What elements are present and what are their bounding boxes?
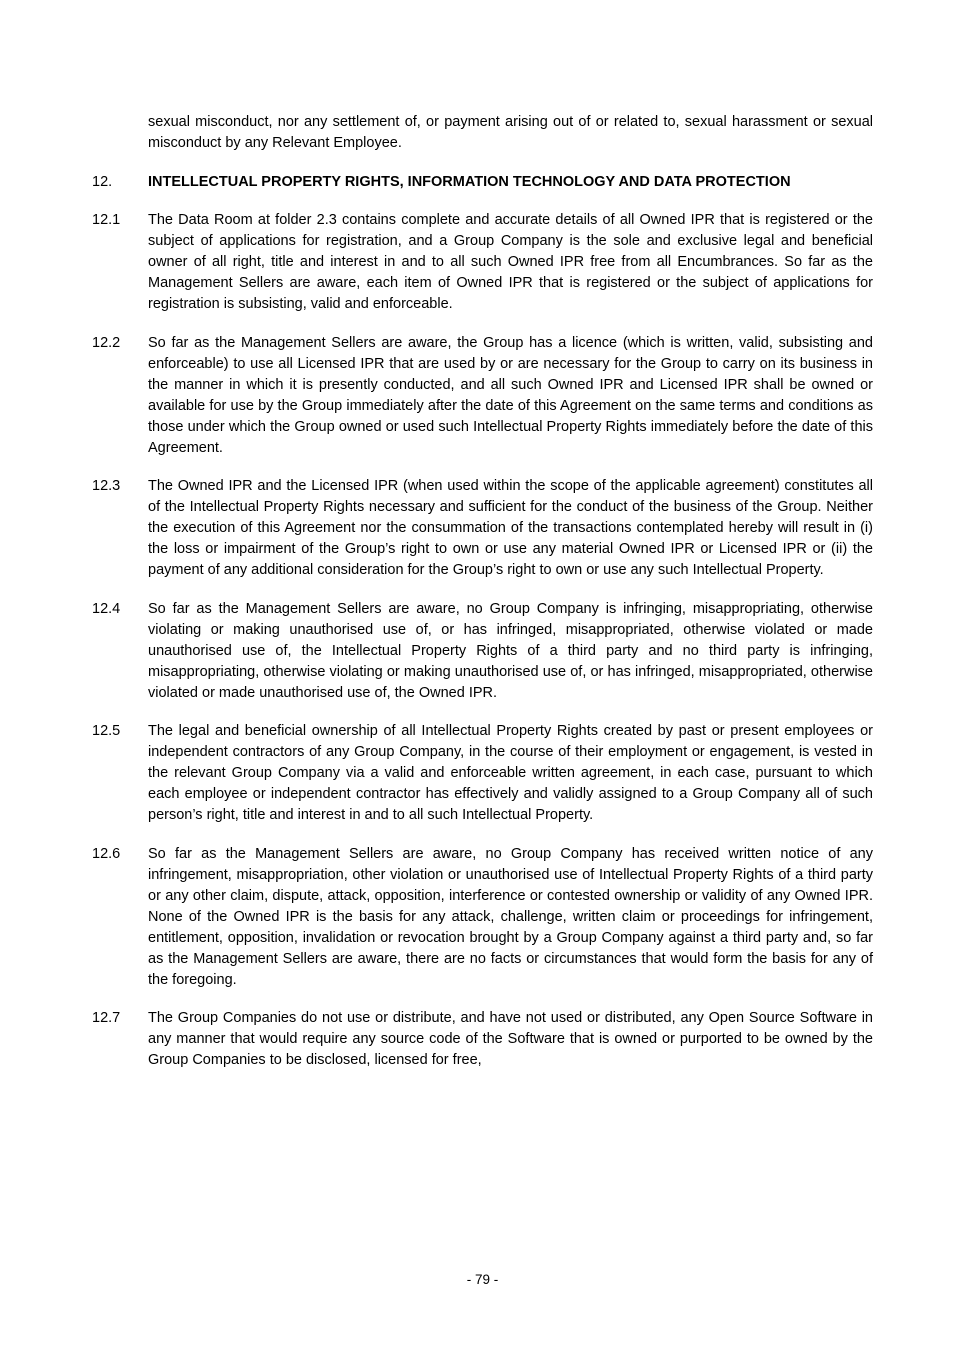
clause-number: 12.6 bbox=[92, 845, 121, 862]
clause-number: 12.3 bbox=[92, 478, 121, 494]
paragraph-continuation: sexual misconduct, nor any settlement of, or payment arising out of or related to, sexual harassment or sexual misconduct by any Relevant Employee. bbox=[148, 114, 873, 151]
clause-12-2 bbox=[92, 333, 873, 459]
clause-text: So far as the Management Sellers are aware, the Group has a licence (which is written, valid, subsisting and enforceable) to use all Licensed IPR that are used by or are necessary for the Group to carry on its business in the manner in which it is presently conducted, and all such Owned IPR and Licensed IPR shall be owned or available for use by the Group immediately after the date of this Agreement on the same terms and conditions as those under which the Group owned or used such Intellectual Property Rights immediately before the date of this Agreement. bbox=[148, 334, 873, 456]
clause-number: 12.7 bbox=[92, 1010, 121, 1026]
clause-number: 12.2 bbox=[92, 334, 121, 351]
clause-12-7 bbox=[92, 1008, 873, 1071]
clause-text: So far as the Management Sellers are aware, no Group Company has received written notice of any infringement, misappropriation, other violation or unauthorised use of Intellectual Property Rights of a third party or any other claim, dispute, attack, opposition, interference or contested ownership or validity of any Owned IPR. None of the Owned IPR is the basis for any attack, challenge, written claim or proceedings for infringement, entitlement, opposition, invalidation or revocation brought by a Group Company against a third party and, so far as the Management Sellers are aware, there are no facts or circumstances that would form the basis for any of the foregoing. bbox=[148, 845, 873, 988]
clause-12-3 bbox=[92, 476, 873, 581]
clause-text: The Data Room at folder 2.3 contains complete and accurate details of all Owned IPR that is registered or the subject of applications for registration, and a Group Company is the sole and exclusive legal and beneficial owner of all right, title and interest in and to all such Owned IPR free from all Encumbrances. So far as the Management Sellers are aware, each item of Owned IPR that is registered or the subject of applications for registration is subsisting, valid and enforceable. bbox=[148, 212, 873, 312]
clause-text: The legal and beneficial ownership of all Intellectual Property Rights created by past or present employees or independent contractors of any Group Company, in the course of their employment or engagement, is vested in the relevant Group Company via a valid and enforceable written agreement, in each case, pursuant to which each employee or independent contractor has effectively and validly assigned to a Group Company all of such person’s right, title and interest in and to all such Intellectual Property. bbox=[148, 723, 873, 823]
clause-text: The Group Companies do not use or distribute, and have not used or distributed, any Open Source Software in any manner that would require any source code of the Software that is owned or purported to be owned by the Group Companies to be disclosed, licensed for free, bbox=[148, 1010, 873, 1068]
clause-text: So far as the Management Sellers are aware, no Group Company is infringing, misappropriating, otherwise violating or making unauthorised use of, or has infringed, misappropriated, otherwise violated or made unauthorised use of, the Intellectual Property Rights of a third party and no third party is infringing, misappropriating, otherwise violating or making unauthorised use of, or has infringed, misappropriated, otherwise violated or made unauthorised use of, the Owned IPR. bbox=[148, 600, 873, 701]
clause-text: The Owned IPR and the Licensed IPR (when used within the scope of the applicable agreement) constitutes all of the Intellectual Property Rights necessary and sufficient for the conduct of the business of the Group. Neither the execution of this Agreement nor the consummation of the transactions contemplated hereby will result in (i) the loss or impairment of the Group’s right to own or use any material Owned IPR or Licensed IPR or (ii) the payment of any additional consideration for the Group’s right to own or use any such Intellectual Property. bbox=[148, 478, 873, 578]
section-title: INTELLECTUAL PROPERTY RIGHTS, INFORMATION TECHNOLOGY AND DATA PROTECTION bbox=[148, 173, 791, 190]
section-number: 12. bbox=[92, 173, 113, 190]
page-number: - 79 - bbox=[466, 1272, 499, 1287]
clause-12-6 bbox=[92, 844, 873, 991]
clause-12-5 bbox=[92, 721, 873, 826]
clause-12-4 bbox=[92, 599, 873, 704]
section-heading bbox=[92, 172, 873, 193]
clause-number: 12.5 bbox=[92, 723, 121, 739]
clause-number: 12.4 bbox=[92, 600, 121, 617]
clause-12-1 bbox=[92, 210, 873, 315]
clause-number: 12.1 bbox=[92, 212, 121, 228]
